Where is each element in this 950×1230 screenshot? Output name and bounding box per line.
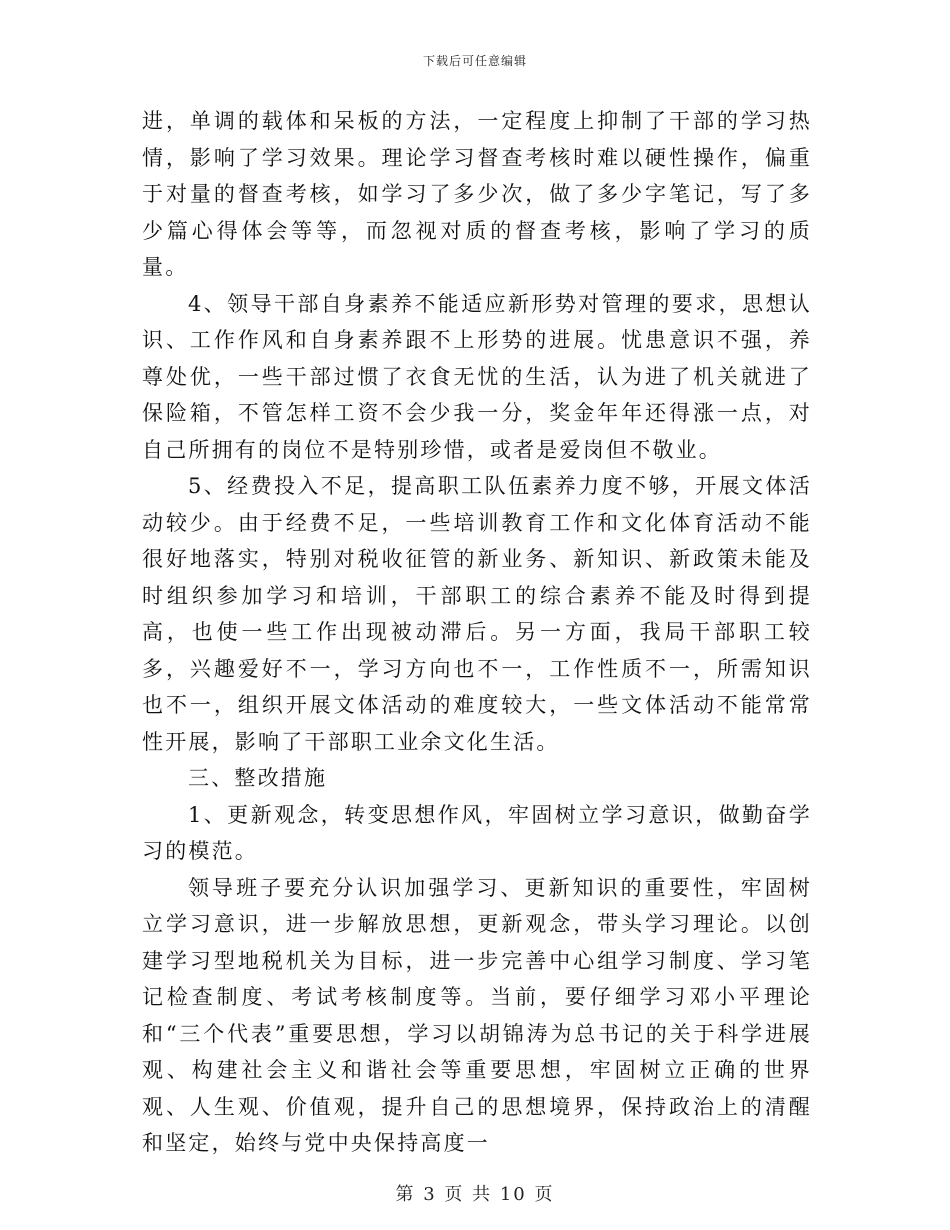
- section-heading-rectification: 三、整改措施: [188, 766, 328, 790]
- document-body: [142, 103, 812, 1162]
- page-header-note: 下载后可任意编辑: [422, 54, 527, 68]
- paragraph-continuation: 进，单调的载体和呆板的方法，一定程度上抑制了干部的学习热情，影响了学习效果。理论学习督查考核时难以硬性操作，偏重于对量的督查考核，如学习了多少次，做了多少字笔记，写了多少篇心得体会等等，而忽视对质的督查考核，影响了学习的质量。: [142, 109, 812, 279]
- paragraph-measure-1: 1、更新观念，转变思想作风，牢固树立学习意识，做勤奋学习的模范。: [142, 802, 812, 863]
- paragraph-item-5: 5、经费投入不足，提高职工队伍素养力度不够，开展文体活动较少。由于经费不足，一些培训教育工作和文化体育活动不能很好地落实，特别对税收征管的新业务、新知识、新政策未能及时组织参加学习和培训，干部职工的综合素养不能及时得到提高，也使一些工作出现被动滞后。另一方面，我局干部职工较多，兴趣爱好不一，学习方向也不一，工作性质不一，所需知识也不一，组织开展文体活动的难度较大，一些文体活动不能常常性开展，影响了干部职工业余文化生活。: [142, 474, 812, 754]
- paragraph-item-4: 4、领导干部自身素养不能适应新形势对管理的要求，思想认识、工作作风和自身素养跟不上形势的进展。忧患意识不强，养尊处优，一些干部过惯了衣食无忧的生活，认为进了机关就进了保险箱，不管怎样工资不会少我一分，奖金年年还得涨一点，对自己所拥有的岗位不是特别珍惜，或者是爱岗但不敬业。: [142, 291, 812, 462]
- paragraph-measure-1-body: 领导班子要充分认识加强学习、更新知识的重要性，牢固树立学习意识，进一步解放思想，更新观念，带头学习理论。以创建学习型地税机关为目标，进一步完善中心组学习制度、学习笔记检查制度、考试考核制度等。当前，要仔细学习邓小平理论和“三个代表”重要思想，学习以胡锦涛为总书记的关于科学进展观、构建社会主义和谐社会等重要思想，牢固树立正确的世界观、人生观、价值观，提升自己的思想境界，保持政治上的清醒和坚定，始终与党中央保持高度一: [142, 875, 812, 1155]
- page-footer-page-number: 第 3 页 共 10 页: [395, 1184, 555, 1205]
